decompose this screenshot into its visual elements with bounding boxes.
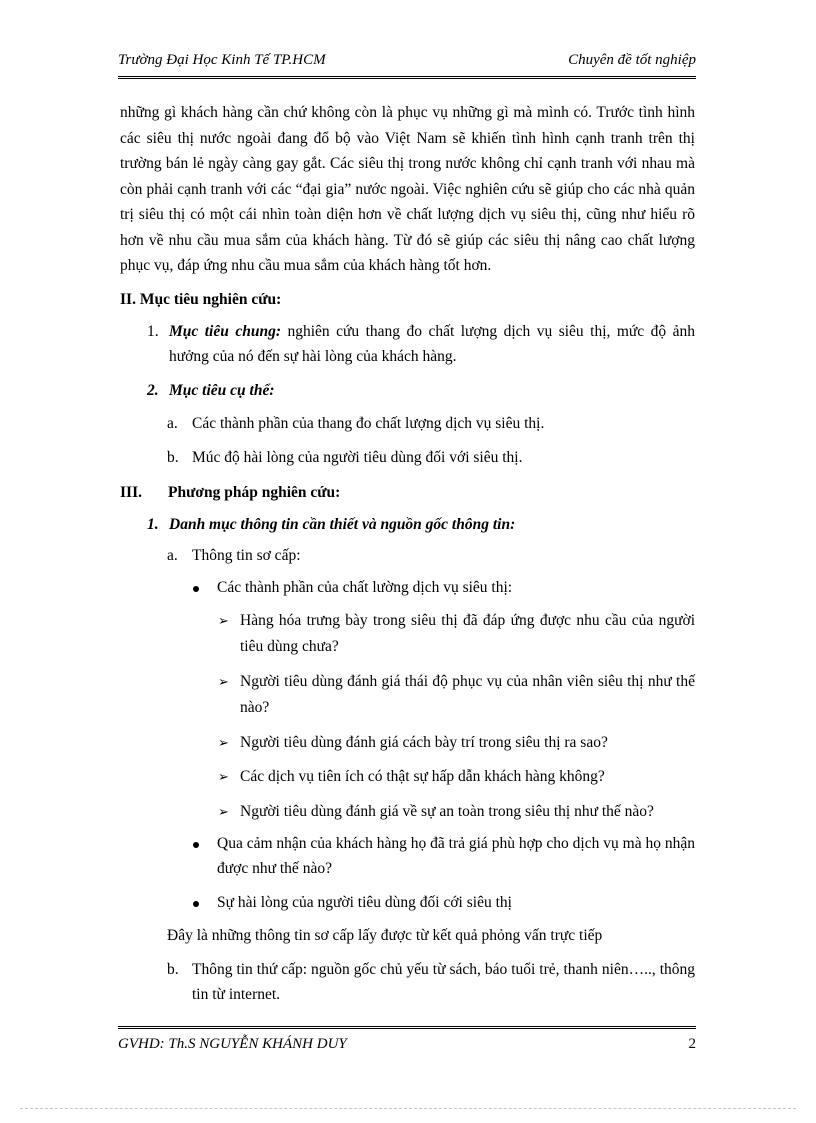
objective-specific-label: Mục tiêu cụ thể: [169,381,275,399]
objective-general [120,319,695,370]
bullet-item [120,575,695,601]
objective-sub-b-mark: b. [167,448,179,466]
primary-info-label: Thông tin sơ cấp: [192,547,301,564]
section-2-title: II. Mục tiêu nghiên cứu: [120,290,282,308]
bullet-item [120,831,695,882]
header-rule [118,76,696,80]
objective-sub-a-text: Các thành phần của thang đo chất lượng dịch vụ siêu thị. [192,415,545,432]
info-catalog-heading [120,512,695,538]
arrow-bullet-icon: ➢ [218,674,229,689]
objective-sub-b [120,445,695,471]
section-3-num: III. [120,484,142,501]
objective-sub-a [120,411,695,437]
arrow-bullet-icon: ➢ [218,768,229,784]
arrow-text: Người tiêu dùng đánh giá thái độ phục vụ của nhân viên siêu thị như thế nào? [240,673,695,716]
objective-specific-num: 2. [147,381,159,399]
arrow-text: Người tiêu dùng đánh giá về sự an toàn trong siêu thị như thế nào? [240,803,654,820]
bullet-icon [193,901,199,907]
section-3-label: Phương pháp nghiên cứu: [168,484,341,501]
objective-general-num: 1. [147,322,159,340]
arrow-text: Hàng hóa trưng bày trong siêu thị đã đáp ứng được nhu cầu của người tiêu dùng chưa? [240,612,695,655]
footer-rule [118,1026,696,1030]
primary-info-summary [120,923,695,949]
arrow-item [120,730,695,756]
info-catalog-num: 1. [147,515,159,533]
info-catalog-label: Danh mục thông tin cần thiết và nguồn gốc thông tin: [169,515,516,533]
secondary-info-text: Thông tin thứ cấp: nguồn gốc chủ yếu từ sách, báo tuổi trẻ, thanh niên….., thông tin từ internet. [192,960,695,1003]
section-3-title [120,480,695,506]
arrow-item [120,799,695,825]
objective-sub-b-text: Múc độ hài lòng của người tiêu dùng đối với siêu thị. [192,448,523,466]
bullet-icon [193,842,199,848]
arrow-item [120,669,695,720]
page-body [120,100,695,1008]
intro-paragraph: những gì khách hàng cần chứ không còn là phục vụ những gì mà mình có. Trước tình hình các siêu thị nước ngoài đang đổ bộ vào Việt Nam sẽ khiến tình hình cạnh tranh trên thị trường bán lẻ ngày càng gay gắt. Các siêu thị trong nước không chỉ cạnh tranh với nhau mà còn phải cạnh tranh với các “đại gia” nước ngoài. Việc nghiên cứu sẽ giúp cho các nhà quản trị siêu thị có một cái nhìn toàn diện hơn về chất lượng dịch vụ siêu thị, cũng như hiểu rõ hơn về nhu cầu mua sắm của khách hàng. Từ đó sẽ giúp các siêu thị nâng cao chất lượng phục vụ, đáp ứng nhu cầu mua sắm của khách hàng tốt hơn. [120,104,695,274]
arrow-item [120,764,695,790]
primary-info-heading [120,543,695,569]
objective-specific [120,378,695,404]
secondary-info-mark: b. [167,960,179,978]
arrow-bullet-icon: ➢ [218,735,229,750]
header-title: Chuyên đề tốt nghiệp [568,52,696,68]
primary-info-mark: a. [167,547,178,564]
footer-advisor: GVHD: Th.S NGUYỄN KHÁNH DUY [118,1036,347,1052]
header-school: Trường Đại Học Kinh Tế TP.HCM [118,52,326,68]
arrow-text: Các dịch vụ tiên ích có thật sự hấp dẫn khách hàng không? [240,767,605,785]
bullet-text: Các thành phần của chất lường dịch vụ siêu thị: [217,578,513,596]
bullet-item [120,890,695,916]
objective-general-label: Mục tiêu chung: [169,322,281,340]
secondary-info [120,957,695,1008]
objective-general-text [169,319,695,370]
objective-general-body: nghiên cứu thang đo chất lượng dịch vụ siêu thị, mức độ ảnh hưởng của nó đến sự hài lòng của khách hàng. [169,322,695,365]
bullet-text: Sự hài lòng của người tiêu dùng đối cới siêu thị [217,893,512,911]
page-break-line [20,1108,796,1109]
bullet-text: Qua cảm nhận của khách hàng họ đã trả giá phù hợp cho dịch vụ mà họ nhận được như thế nào? [217,834,695,877]
arrow-bullet-icon: ➢ [218,613,229,628]
arrow-text: Người tiêu dùng đánh giá cách bày trí trong siêu thị ra sao? [240,734,608,751]
arrow-bullet-icon: ➢ [218,804,229,819]
arrow-item [120,608,695,659]
objective-sub-a-mark: a. [167,415,178,432]
page-header [118,52,696,74]
summary-text: Đây là những thông tin sơ cấp lấy được từ kết quả phỏng vấn trực tiếp [167,927,603,944]
bullet-icon [193,586,199,592]
page-number: 2 [688,1036,696,1052]
